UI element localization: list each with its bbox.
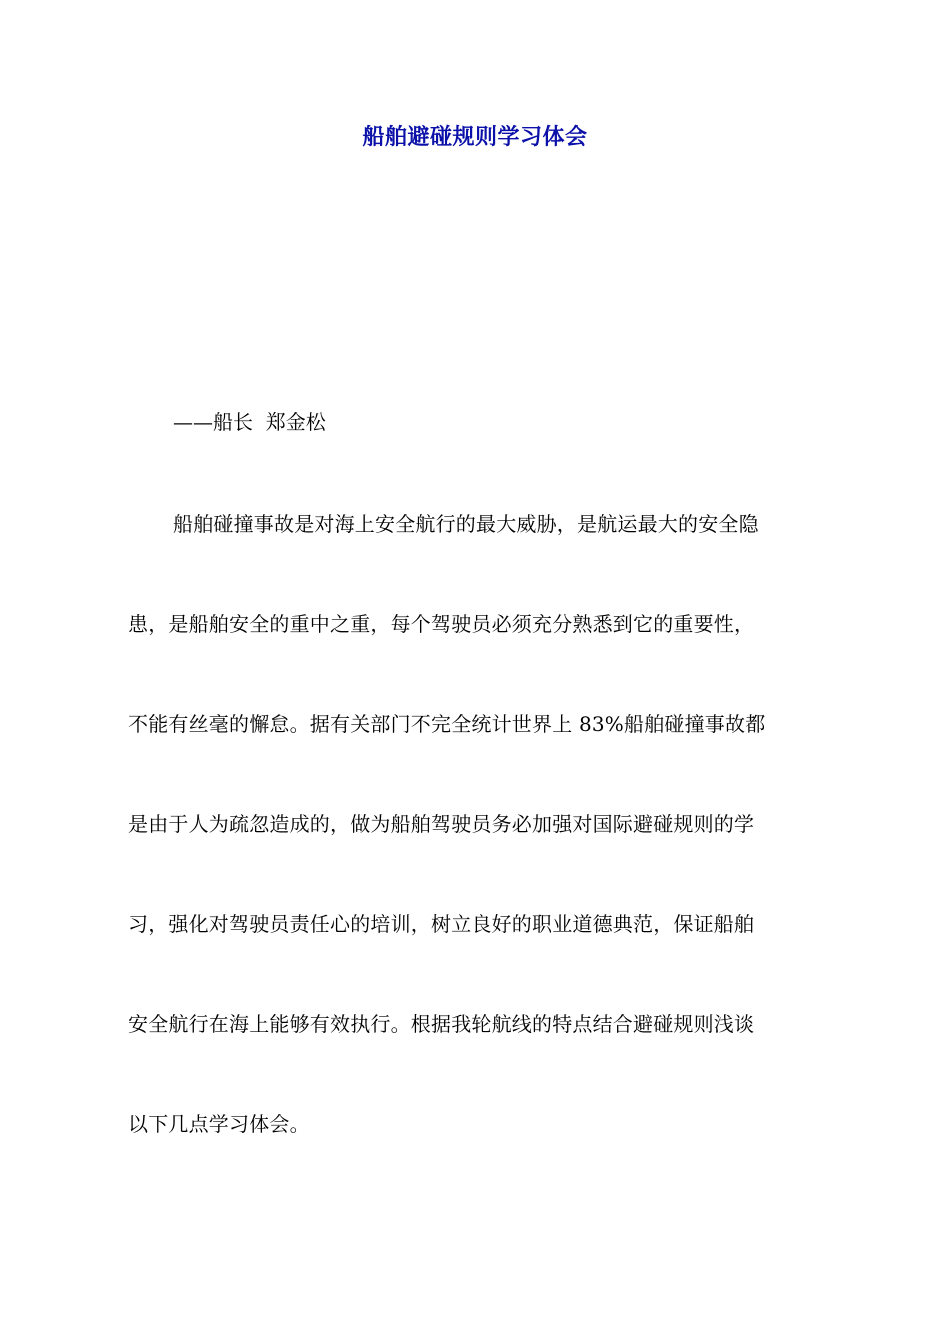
author-byline: ——船长 郑金松 [173,410,326,434]
paragraph-line: 是由于人为疏忽造成的，做为船舶驾驶员务必加强对国际避碰规则的学 [128,812,755,836]
paragraph-line: 以下几点学习体会。 [128,1112,310,1136]
paragraph-line: 患，是船舶安全的重中之重，每个驾驶员必须充分熟悉到它的重要性， [128,612,755,636]
paragraph-line: 不能有丝毫的懈怠。据有关部门不完全统计世界上 83%船舶碰撞事故都 [128,712,766,736]
document-title: 船舶避碰规则学习体会 [362,125,588,150]
paragraph-line: 安全航行在海上能够有效执行。根据我轮航线的特点结合避碰规则浅谈 [128,1012,755,1036]
paragraph-line: 习，强化对驾驶员责任心的培训，树立良好的职业道德典范，保证船舶 [128,912,755,936]
paragraph-line: 船舶碰撞事故是对海上安全航行的最大威胁，是航运最大的安全隐 [173,512,759,536]
